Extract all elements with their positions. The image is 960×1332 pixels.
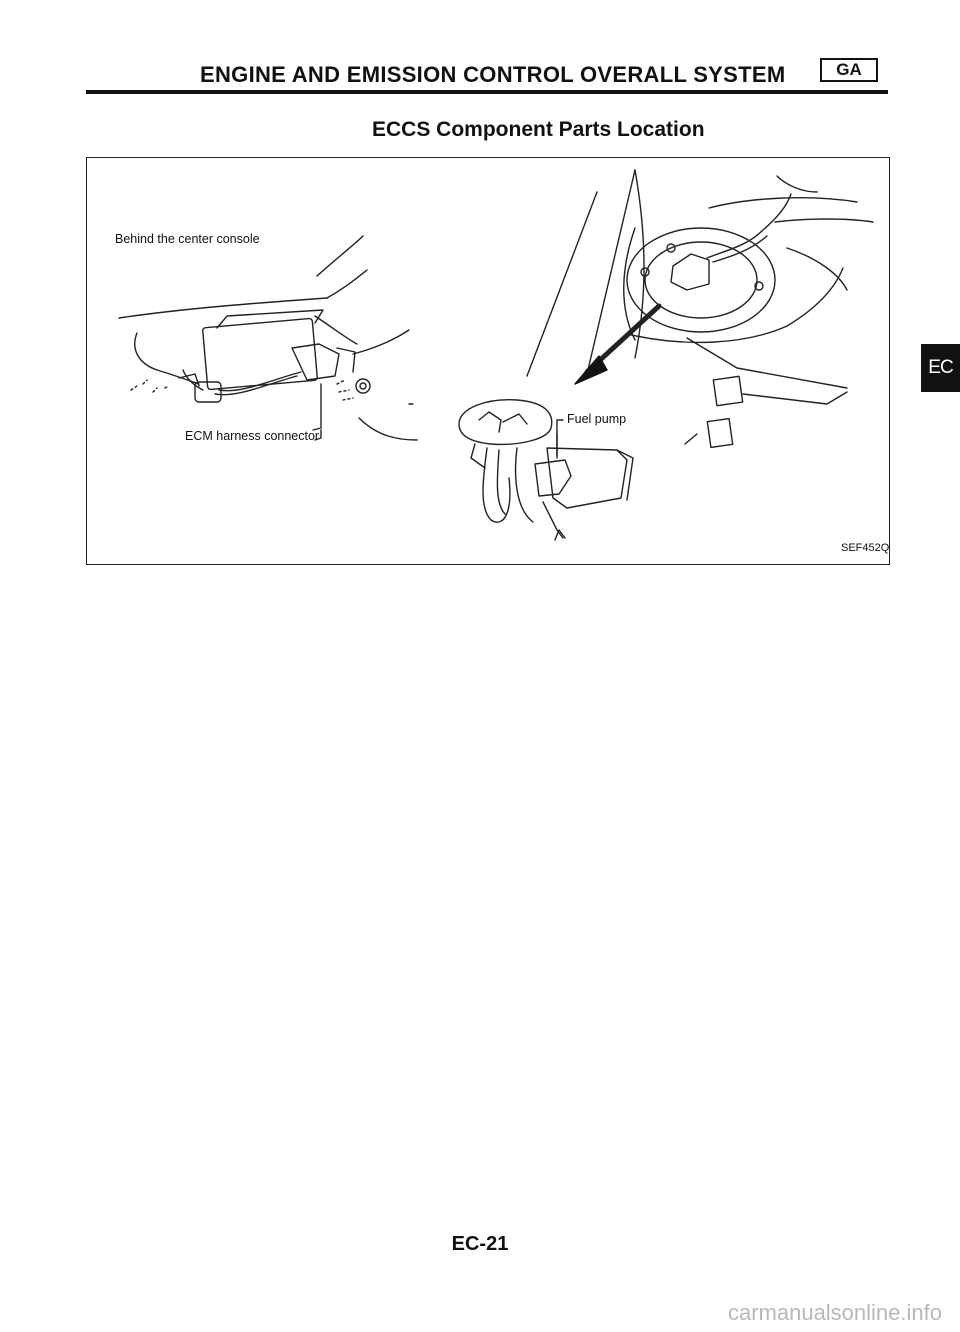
header-rule	[86, 90, 888, 94]
label-behind-center-console: Behind the center console	[115, 232, 260, 246]
page-header-title: ENGINE AND EMISSION CONTROL OVERALL SYSTEM	[200, 62, 786, 87]
label-fuel-pump: Fuel pump	[567, 412, 627, 426]
component-illustration	[87, 158, 889, 564]
fuel-tank-access-drawing	[624, 170, 873, 447]
location-arrow-head	[575, 356, 607, 384]
component-location-figure	[86, 157, 890, 565]
ecm-area-drawing	[119, 236, 417, 440]
engine-badge: GA	[820, 58, 878, 82]
section-title: ECCS Component Parts Location	[372, 118, 705, 141]
fuel-pump-leader	[557, 420, 563, 458]
watermark: carmanualsonline.info	[727, 1300, 942, 1325]
page-number: EC-21	[451, 1233, 509, 1255]
label-ecm-harness-connector: ECM harness connector	[185, 429, 320, 443]
divider-line-a	[527, 192, 597, 376]
figure-code: SEF452Q	[841, 542, 890, 554]
section-tab-ec[interactable]: EC	[921, 344, 960, 392]
